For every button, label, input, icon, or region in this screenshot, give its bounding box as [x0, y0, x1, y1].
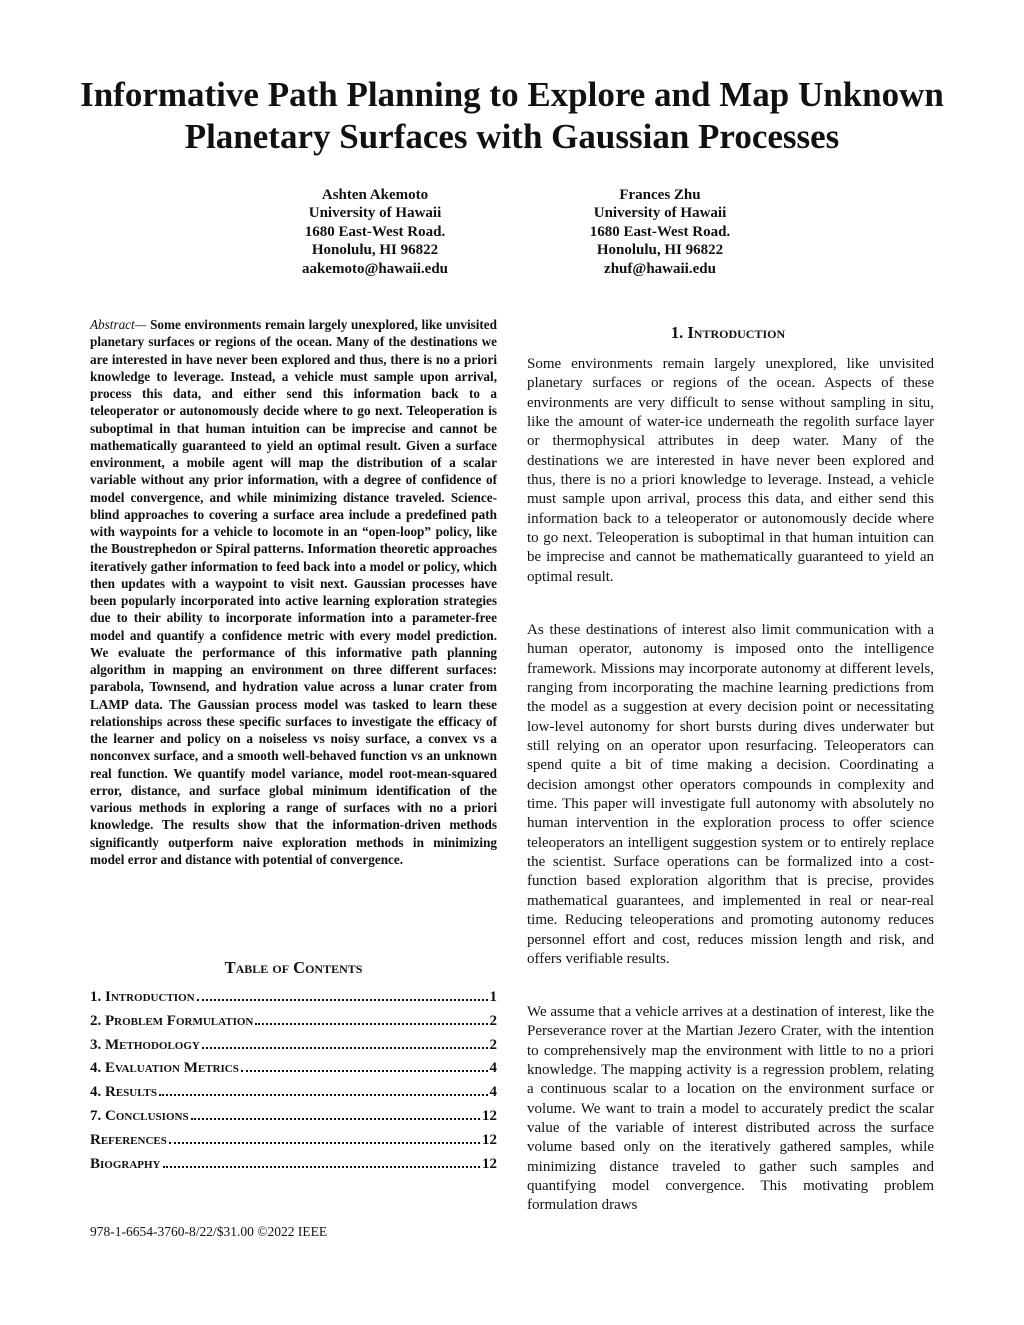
- toc-entry: [90, 1132, 497, 1156]
- toc-entry: [90, 1084, 497, 1108]
- author-name: Ashten Akemoto: [321, 187, 429, 203]
- toc-label: 4. Results: [90, 1084, 158, 1101]
- toc-leader: [191, 1118, 480, 1120]
- author-block-2: [520, 186, 800, 278]
- toc-entry: [90, 1037, 497, 1061]
- author-affiliation: University of Hawaii: [593, 205, 727, 222]
- toc-entry: [90, 1060, 497, 1084]
- section-heading-introduction: 1. Introduction: [670, 323, 786, 342]
- toc-label: 1. Introduction: [90, 989, 195, 1005]
- author-city: Honolulu, HI 96822: [596, 242, 724, 259]
- body-paragraph: Some environments remain largely unexplored, like unvisited planetary surfaces or regions of the ocean. Aspects of these environments are very difficult to sense without sampling in situ, like the amount of water-ice underneath the regolith surface layer or thermophysical attributes in deep water. Many of the destinations we are interested in have never been explored and thus, there is no a priori knowledge to leverage. Instead, a vehicle must sample upon arrival, process this data, and either send this information back to a teleoperator or autonomously decide where to go next. Teleoperation is suboptimal in that human intuition can be imprecise and cannot be mathematically guaranteed to yield an optimal result.: [527, 356, 934, 585]
- toc-leader: [163, 1166, 480, 1168]
- toc-leader: [241, 1070, 488, 1072]
- author-city: Honolulu, HI 96822: [311, 242, 439, 259]
- toc-leader: [202, 1047, 488, 1049]
- author-name: Frances Zhu: [619, 187, 701, 203]
- toc-leader: [169, 1142, 480, 1144]
- author-email: zhuf@hawaii.edu: [604, 260, 716, 277]
- toc-page: 4: [489, 1084, 497, 1101]
- toc-page: 12: [482, 1155, 497, 1172]
- toc-label: References: [90, 1131, 167, 1148]
- toc-page: 2: [489, 1036, 497, 1053]
- author-address: 1680 East-West Road.: [304, 223, 446, 240]
- toc-label: Biography: [90, 1155, 161, 1172]
- toc-page: 12: [482, 1131, 497, 1148]
- abstract-label: Abstract—: [90, 317, 147, 332]
- toc-label: 2. Problem Formulation: [90, 1012, 254, 1029]
- toc-leader: [255, 1023, 487, 1025]
- toc-label: 3. Methodology: [90, 1036, 200, 1053]
- author-affiliation: University of Hawaii: [308, 205, 442, 222]
- toc-leader: [197, 999, 488, 1001]
- toc-page: 4: [489, 1060, 497, 1077]
- author-email: aakemoto@hawaii.edu: [301, 260, 449, 277]
- paper-title: Informative Path Planning to Explore and Map Unknown Planetary Surfaces with Gaussian Processes: [80, 75, 944, 156]
- body-paragraph: We assume that a vehicle arrives at a destination of interest, like the Perseverance rover at the Martian Jezero Crater, with the intention to comprehensively map the environment with little to no a priori knowledge. The mapping activity is a regression problem, relating a continuous scalar to a location on the environment surface or volume. We want to train a model to accurately predict the scalar value of the variable of interest distributed across the surface volume based only on the iteratively gathered samples, while minimizing distance traveled to gather such samples and quantifying model convergence. This motivating problem formulation draws: [527, 1004, 934, 1214]
- toc-entry: [90, 1108, 497, 1132]
- abstract: [90, 316, 497, 868]
- toc-entry: [90, 1156, 497, 1180]
- toc-label: 4. Evaluation Metrics: [90, 1060, 239, 1077]
- toc-leader: [159, 1094, 487, 1096]
- toc-entry: [90, 1013, 497, 1037]
- toc-label: 7. Conclusions: [90, 1107, 189, 1124]
- toc-entry: [90, 989, 497, 1013]
- toc-page: 1: [489, 989, 497, 1005]
- abstract-text: Some environments remain largely unexplored, like unvisited planetary surfaces or regions of the ocean. Many of the destinations we are interested in have never been explored and thus, there is no a priori knowledge to leverage. Instead, a vehicle must sample upon arrival, process this data, and either send this information back to a teleoperator or autonomously decide where to go next. Teleoperation is suboptimal in that human intuition can be imprecise and cannot be mathematically guaranteed to yield an optimal result. Given a surface environment, a mobile agent will map the distribution of a scalar variable without any prior information, with a degree of confidence of model convergence, and while minimizing distance traveled. Science-blind approaches to covering a surface area include a predefined path with waypoints for a vehicle to locomote in an “open-loop” policy, like the Boustrephedon or Spiral patterns. Information theoretic approaches iteratively gather information to feed back into a model or policy, which then updates with a waypoint to visit next. Gaussian processes have been popularly incorporated into active learning exploration strategies due to their ability to incorporate information into a parameter-free model and quantify a confidence metric with every model prediction. We evaluate the performance of this informative path planning algorithm in mapping an environment on three different surfaces: parabola, Townsend, and hydration value across a lunar crater from LAMP data. The Gaussian process model was tasked to learn these relationships across these specific surfaces to investigate the efficacy of the learner and policy on a noiseless vs noisy surface, a convex vs a nonconvex surface, and a smooth well-behaved function vs an unknown real function. We quantify model variance, model root-mean-squared error, distance, and surface global minimum identification of the various methods in exploring a range of surfaces with no a priori knowledge. The results show that the information-driven methods significantly outperform naive exploration methods in minimizing model error and distance with potential of convergence.: [90, 317, 497, 867]
- toc-page: 2: [489, 1012, 497, 1029]
- toc-page: 12: [482, 1107, 497, 1124]
- table-of-contents: [90, 989, 497, 1179]
- body-paragraph: As these destinations of interest also limit communication with a human operator, autonomy is imposed onto the intelligence framework. Missions may incorporate autonomy at different levels, ranging from incorporating the machine learning predictions from the model as a suggestion at every decision point or necessitating low-level autonomy for short bursts during dives underwater but still relying on an operator upon resurfacing. Teleoperators can spend quite a bit of time making a decision. Coordinating a decision amongst other operators compounds in complexity and time. This paper will investigate full autonomy with absolutely no human intervention in the exploration process to offer science teleoperators an intelligent suggestion system or to entirely replace the scientist. Surface operations can be formalized into a cost-function based exploration algorithm that is precise, provides mathematical guarantees, and implemented in real or near-real time. Reducing teleoperations and promoting autonomy reduces personnel effort and cost, reduces mission length and risk, and offers verifiable results.: [527, 622, 934, 967]
- copyright-notice: 978-1-6654-3760-8/22/$31.00 ©2022 IEEE: [90, 1224, 328, 1239]
- author-block-1: [235, 186, 515, 278]
- toc-heading: Table of Contents: [224, 958, 363, 977]
- author-address: 1680 East-West Road.: [589, 223, 731, 240]
